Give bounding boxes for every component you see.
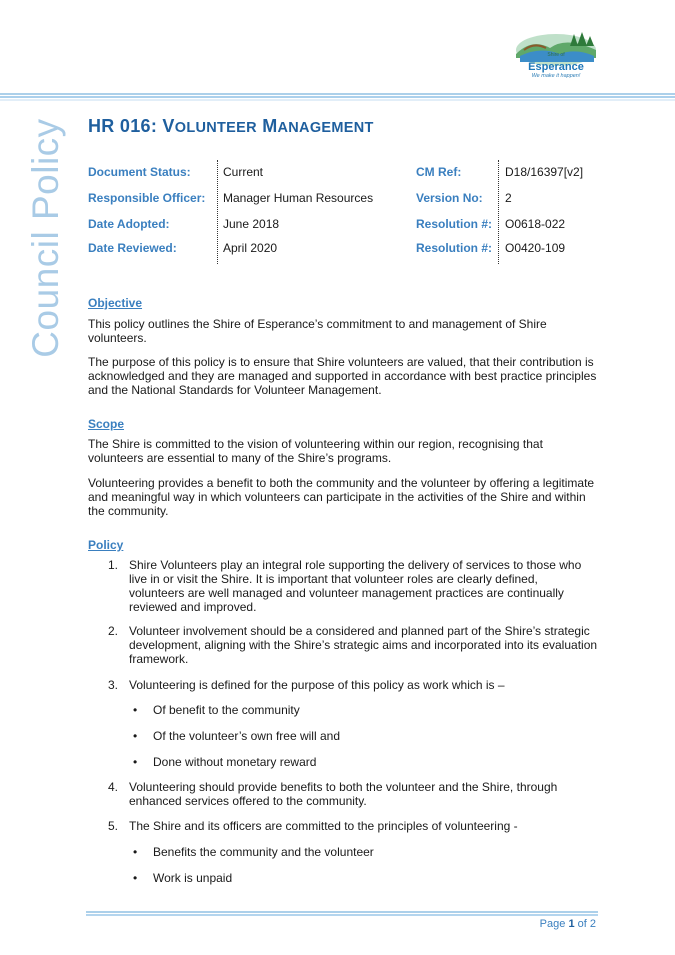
objective-heading: Objective [88, 296, 143, 310]
objective-paragraph-2: The purpose of this policy is to ensure that Shire volunteers are valued, that their contribution is acknowledged and they are managed and supported in accordance with best practice principles and the National Standards for Volunteer Management. [88, 355, 597, 397]
date-reviewed-value: April 2020 [223, 241, 278, 255]
logo-shire-of: Shire of [547, 52, 565, 58]
bullet-icon: • [133, 845, 138, 859]
date-adopted-value: June 2018 [223, 217, 280, 231]
scope-heading: Scope [88, 417, 125, 431]
list-number: 4. [108, 780, 119, 794]
bullet-icon: • [133, 871, 138, 885]
policy-item-3-bullet-3: Done without monetary reward [153, 755, 317, 769]
policy-item-5-bullet-1: Benefits the community and the volunteer [153, 845, 374, 859]
header-rule [0, 92, 675, 102]
responsible-officer-value: Manager Human Resources [223, 191, 374, 205]
responsible-officer-label: Responsible Officer: [88, 191, 206, 205]
objective-paragraph-1: This policy outlines the Shire of Esperance’s commitment to and management of Shire volunteers. [88, 317, 547, 345]
policy-item-5: The Shire and its officers are committed to the principles of volunteering - [129, 819, 518, 833]
policy-item-5-bullet-2: Work is unpaid [153, 871, 233, 885]
policy-item-2: Volunteer involvement should be a considered and planned part of the Shire’s strategic development, aligning with the Shire’s strategic aims and incorporated into its evaluation framework. [129, 624, 598, 666]
bullet-icon: • [133, 703, 138, 717]
policy-item-3: Volunteering is defined for the purpose of this policy as work which is – [129, 678, 505, 692]
resolution2-value: O0420-109 [505, 241, 566, 255]
scope-paragraph-1: The Shire is committed to the vision of volunteering within our region, recognising that volunteers are essential to many of the Shire’s programs. [88, 437, 543, 465]
policy-item-3-bullet-2: Of the volunteer’s own free will and [153, 729, 340, 743]
policy-item-4: Volunteering should provide benefits to both the volunteer and the Shire, through enhanced services offered to the community. [129, 780, 558, 808]
bullet-icon: • [133, 729, 138, 743]
document-status-value: Current [223, 165, 264, 179]
list-number: 2. [108, 624, 119, 638]
meta-divider-right [498, 160, 499, 264]
policy-heading: Policy [88, 538, 124, 552]
logo-tagline: We make it happen! [531, 73, 581, 79]
bullet-icon: • [133, 755, 138, 769]
date-adopted-label: Date Adopted: [88, 217, 170, 231]
cm-ref-value: D18/16397[v2] [505, 165, 584, 179]
list-number: 3. [108, 678, 119, 692]
policy-item-3-bullet-1: Of benefit to the community [153, 703, 300, 717]
footer-rule [86, 911, 598, 917]
side-title: Council Policy [25, 118, 66, 358]
meta-divider-left [217, 160, 218, 264]
list-number: 1. [108, 558, 119, 572]
version-label: Version No: [416, 191, 483, 205]
document-status-label: Document Status: [88, 165, 191, 179]
policy-item-1: Shire Volunteers play an integral role supporting the delivery of services to those who live in or visit the Shire. It is important that volunteer roles are clearly defined, volunteers are well managed and volunteer management practices are continually reviewed and improved. [129, 558, 582, 614]
page-number: Page 1 of 2 [539, 918, 596, 930]
logo-name: Esperance [528, 61, 584, 73]
cm-ref-label: CM Ref: [416, 165, 462, 179]
page-title: HR 016: VOLUNTEER MANAGEMENT [88, 116, 374, 136]
scope-paragraph-2: Volunteering provides a benefit to both the community and the volunteer by offering a legitimate and meaningful way in which volunteers can participate in the activities of the Shire and within the community. [88, 476, 595, 518]
resolution1-value: O0618-022 [505, 217, 566, 231]
resolution2-label: Resolution #: [416, 241, 493, 255]
version-value: 2 [505, 191, 512, 205]
date-reviewed-label: Date Reviewed: [88, 241, 177, 255]
list-number: 5. [108, 819, 119, 833]
resolution1-label: Resolution #: [416, 217, 493, 231]
